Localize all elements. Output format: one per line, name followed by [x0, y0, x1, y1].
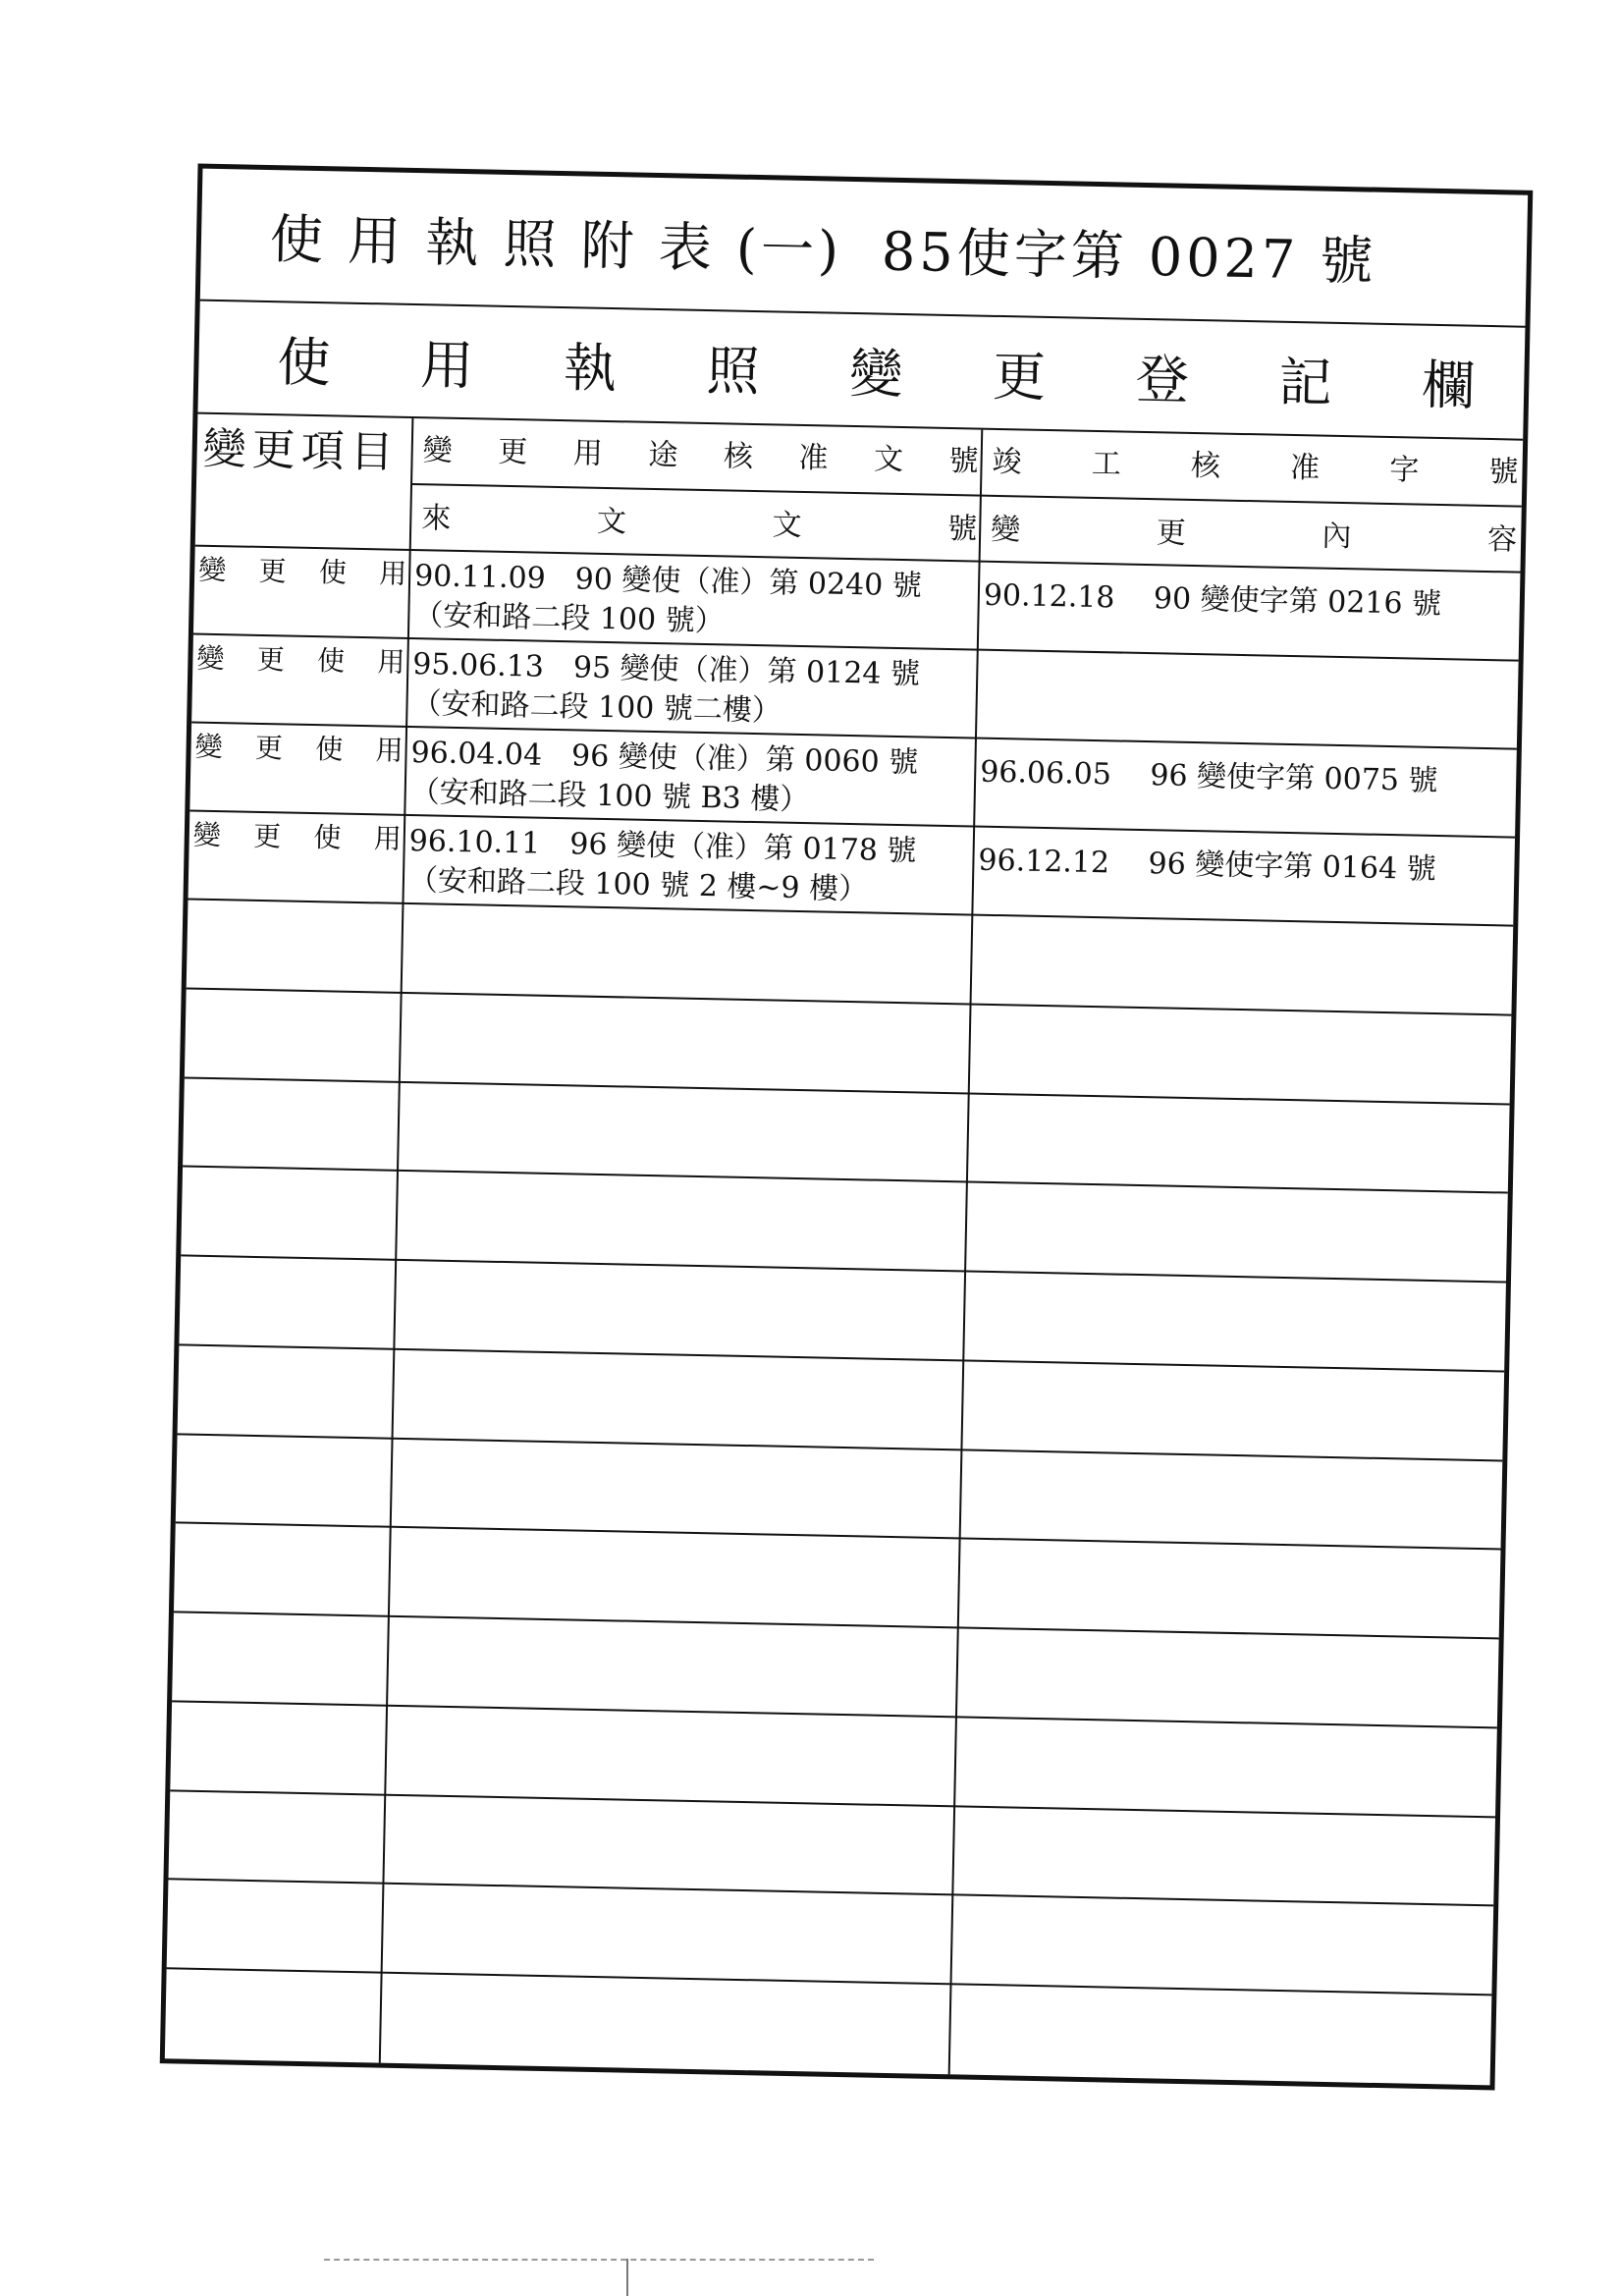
header-doc-top: 變 更 用 途 核 准 文 號	[412, 418, 983, 497]
usage-permit-form	[160, 164, 1534, 2091]
header-doc-bottom: 來 文 文 號	[421, 500, 978, 547]
completion-date: 90.12.18	[983, 577, 1115, 616]
header-completion	[981, 430, 1524, 572]
row-item: 變 更 使 用	[196, 641, 405, 679]
subtitle-char: 欄	[1421, 354, 1476, 417]
row-item: 變 更 使 用	[192, 818, 403, 855]
completion-number: 90 變使字第 0216 號	[1153, 581, 1442, 623]
doc-line: 95.06.13 95 變使（准）第 0124 號	[412, 647, 921, 692]
row-completion	[973, 828, 1515, 925]
row-completion	[975, 739, 1517, 837]
permit-number: 85使字第 0027 號	[881, 220, 1378, 293]
scan-artifact-dashes	[324, 2259, 874, 2265]
header-res-bottom: 變 更 內 容	[990, 512, 1518, 558]
subtitle-char: 更	[992, 345, 1047, 409]
doc-line: 90.11.09 90 變使（准）第 0240 號	[413, 559, 923, 604]
completion-number: 96 變使字第 0164 號	[1148, 847, 1437, 887]
doc-address: （安和路二段 100 號）	[413, 598, 725, 639]
row-item: 變 更 使 用	[197, 553, 407, 590]
row-approval-doc	[407, 639, 979, 738]
form-title	[200, 169, 1528, 328]
row-approval-doc	[404, 816, 975, 914]
doc-address: （安和路二段 100 號 B3 樓）	[409, 775, 810, 818]
header-res-top: 竣 工 核 准 字 號	[982, 430, 1523, 508]
table-header	[195, 414, 1523, 574]
subtitle-char: 登	[1135, 348, 1190, 411]
completion-date	[982, 667, 983, 701]
doc-line: 96.10.11 96 變使（准）第 0178 號	[408, 824, 917, 869]
row-completion	[979, 563, 1521, 660]
doc-address: （安和路二段 100 號二樓）	[411, 686, 782, 729]
change-register-table	[165, 414, 1523, 2086]
header-item-label: 變更項目	[202, 423, 401, 478]
subtitle-char: 照	[706, 339, 761, 404]
doc-line: 96.04.04 96 變使（准）第 0060 號	[410, 736, 919, 781]
subtitle-char: 變	[848, 342, 904, 406]
completion-number: 96 變使字第 0075 號	[1150, 758, 1438, 799]
row-approval-doc	[405, 728, 977, 826]
subtitle-char: 執	[563, 337, 618, 401]
completion-date: 96.12.12	[978, 843, 1110, 881]
doc-address: （安和路二段 100 號 2 樓~9 樓）	[407, 863, 869, 907]
subtitle-char: 用	[419, 334, 474, 398]
completion-number	[1011, 667, 1012, 701]
row-item: 變 更 使 用	[194, 730, 404, 767]
row-completion	[977, 651, 1519, 748]
subtitle-char: 記	[1277, 351, 1333, 414]
title-prefix: 使 用 執 照 附 表 (一)	[269, 208, 843, 282]
row-approval-doc	[409, 551, 981, 649]
scan-artifact-tick	[626, 2259, 628, 2296]
header-change-item	[195, 414, 414, 549]
header-approval-doc	[411, 418, 984, 561]
subtitle-char: 使	[276, 331, 332, 395]
completion-date: 96.06.05	[979, 754, 1112, 793]
